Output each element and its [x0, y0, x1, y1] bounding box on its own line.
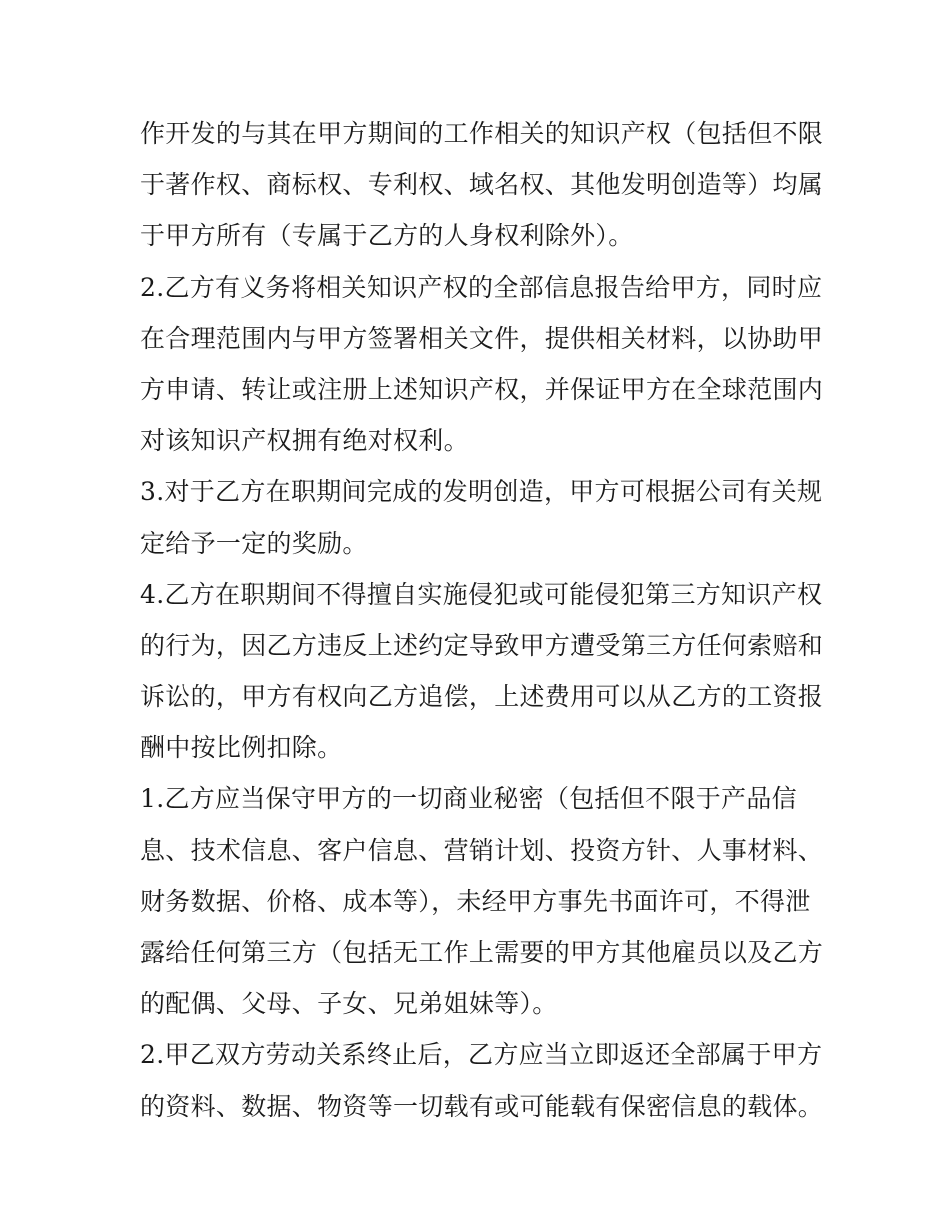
text-line: 3.对于乙方在职期间完成的发明创造，甲方可根据公司有关规 [140, 477, 823, 507]
text-line: 的资料、数据、物资等一切载有或可能载有保密信息的载体。 [140, 1091, 824, 1121]
text-line: 息、技术信息、客户信息、营销计划、投资方针、人事材料、 [140, 835, 824, 865]
text-line: 定给予一定的奖励。 [140, 528, 368, 558]
text-line: 1.乙方应当保守甲方的一切商业秘密（包括但不限于产品信 [140, 784, 797, 814]
text-line: 2.乙方有义务将相关知识产权的全部信息报告给甲方，同时应 [140, 272, 823, 302]
text-line: 于著作权、商标权、专利权、域名权、其他发明创造等）均属 [140, 170, 824, 200]
text-line: 酬中按比例扣除。 [140, 733, 343, 763]
text-line: 露给任何第三方（包括无工作上需要的甲方其他雇员以及乙方 [140, 938, 824, 967]
document-body [140, 108, 824, 1132]
text-line: 方申请、转让或注册上述知识产权，并保证甲方在全球范围内 [140, 374, 824, 404]
text-line: 在合理范围内与甲方签署相关文件，提供相关材料，以协助甲 [140, 323, 824, 353]
text-line: 于甲方所有（专属于乙方的人身权利除外）。 [140, 221, 634, 251]
text-line: 的配偶、父母、子女、兄弟姐妹等）。 [140, 989, 558, 1019]
text-line: 诉讼的，甲方有权向乙方追偿，上述费用可以从乙方的工资报 [140, 682, 824, 712]
text-line: 2.甲乙双方劳动关系终止后，乙方应当立即返还全部属于甲方 [140, 1040, 823, 1070]
text-line: 财务数据、价格、成本等），未经甲方事先书面许可，不得泄 [140, 886, 811, 916]
text-line: 作开发的与其在甲方期间的工作相关的知识产权（包括但不限 [140, 119, 824, 148]
text-line: 对该知识产权拥有绝对权利。 [140, 426, 469, 456]
text-line: 的行为，因乙方违反上述约定导致甲方遭受第三方任何索赔和 [140, 630, 824, 660]
text-line: 4.乙方在职期间不得擅自实施侵犯或可能侵犯第三方知识产权 [140, 579, 823, 609]
